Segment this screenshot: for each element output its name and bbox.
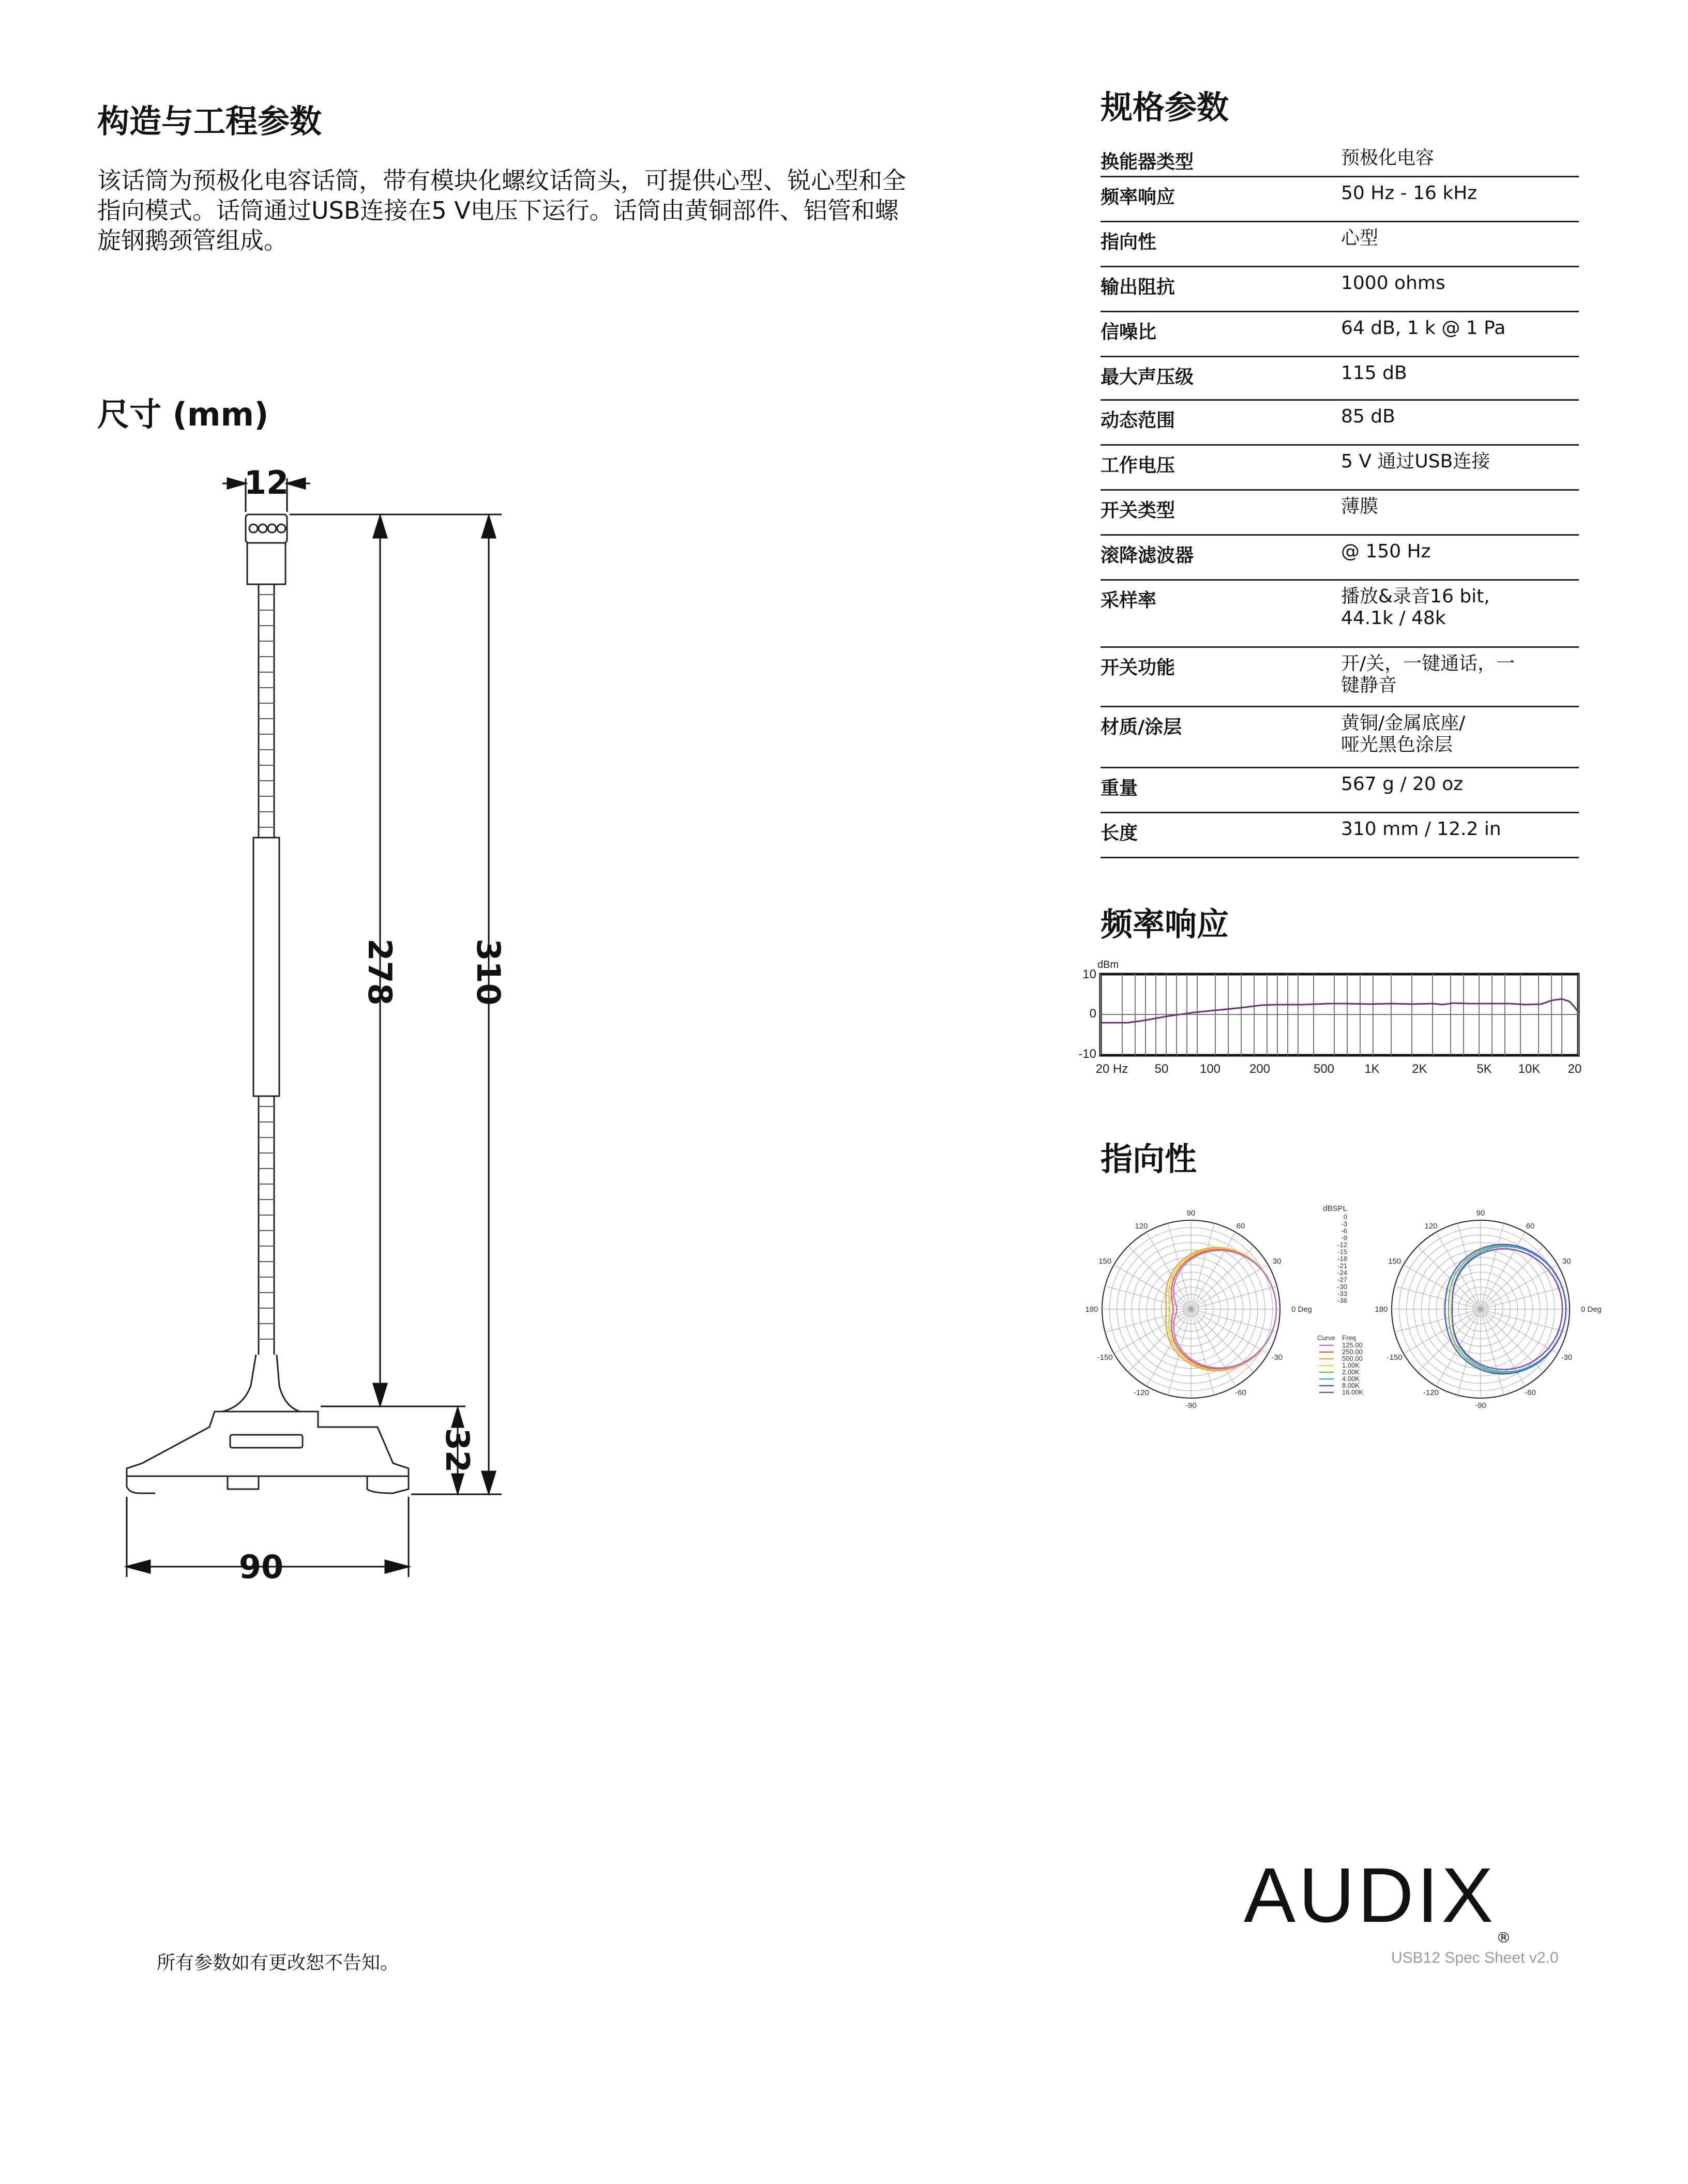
spec-row <box>1101 357 1579 401</box>
polar-angle-label: -150 <box>1386 1353 1403 1362</box>
x-tick-label: 200 <box>1249 1062 1271 1076</box>
polar-scale-value: -15 <box>1337 1248 1347 1256</box>
x-tick-label: 5K <box>1476 1062 1492 1076</box>
polar-scale-value: -21 <box>1337 1262 1347 1270</box>
polar-scale-value: -27 <box>1337 1276 1347 1284</box>
legend-freq: 1.00K <box>1342 1361 1360 1369</box>
spec-label: 开关功能 <box>1101 657 1175 678</box>
legend-freq: 250.00 <box>1342 1348 1363 1356</box>
polar-scale-value: -33 <box>1337 1290 1347 1298</box>
y-tick-label: 0 <box>1089 1007 1096 1021</box>
spec-row <box>1101 648 1579 707</box>
polar-spoke <box>1436 1232 1481 1309</box>
construction-line: 该话筒为预极化电容话筒，带有模块化螺纹话筒头，可提供心型、锐心型和全 <box>97 166 906 194</box>
dim-head-width: 12 <box>244 464 289 502</box>
polar-angle-label: -60 <box>1235 1388 1246 1398</box>
polar-angle-label: -150 <box>1097 1353 1113 1362</box>
spec-label: 采样率 <box>1101 590 1157 611</box>
spec-value: 1000 ohms <box>1341 272 1445 294</box>
spec-label: 输出阻抗 <box>1101 277 1175 298</box>
frequency-response-chart <box>1071 957 1588 1086</box>
polar-scale-value: -9 <box>1341 1234 1347 1242</box>
polar-angle-label: 150 <box>1388 1257 1401 1266</box>
polar-spoke <box>1191 1309 1235 1386</box>
polar-angle-label: 60 <box>1526 1221 1535 1231</box>
polar-spoke <box>1128 1246 1191 1309</box>
spec-row <box>1101 707 1579 768</box>
x-tick-label: 10K <box>1518 1062 1541 1076</box>
legend-freq: 125.00 <box>1342 1341 1363 1349</box>
spec-label: 最大声压级 <box>1101 367 1194 388</box>
spec-value: 50 Hz - 16 kHz <box>1341 183 1478 204</box>
spec-value: 310 mm / 12.2 in <box>1341 818 1501 840</box>
polar-spoke <box>1191 1265 1268 1309</box>
spec-row <box>1101 581 1579 648</box>
construction-title: 构造与工程参数 <box>97 102 322 140</box>
freq-response-title: 频率响应 <box>1101 905 1229 943</box>
y-tick-label: -10 <box>1078 1047 1096 1061</box>
x-tick-label: 2K <box>1412 1062 1427 1076</box>
legend-freq: 500.00 <box>1342 1355 1363 1362</box>
polar-scale-value: -24 <box>1337 1269 1347 1277</box>
polar-angle-label: -60 <box>1525 1388 1536 1398</box>
polar-angle-label: -120 <box>1133 1388 1150 1398</box>
polar-angle-label: 180 <box>1085 1305 1098 1314</box>
polar-angle-label: 180 <box>1375 1305 1388 1314</box>
legend-freq: 4.00K <box>1342 1375 1360 1383</box>
polar-spoke <box>1481 1265 1558 1309</box>
polar-spoke <box>1481 1246 1544 1309</box>
spec-label: 滚降滤波器 <box>1101 545 1194 566</box>
legend-freq: 2.00K <box>1342 1368 1360 1376</box>
x-tick-label: 500 <box>1313 1062 1335 1076</box>
spec-label: 开关类型 <box>1101 500 1175 521</box>
spec-value: 薄膜 <box>1341 496 1379 517</box>
polar-angle-label: -90 <box>1475 1401 1486 1410</box>
spec-row <box>1101 312 1579 357</box>
x-tick-label: 50 <box>1154 1062 1169 1076</box>
spec-table <box>1101 142 1579 858</box>
spec-row <box>1101 446 1579 491</box>
legend-header-curve: Curve <box>1317 1334 1335 1342</box>
spec-value: 开/关，一键通话，一 键静音 <box>1341 653 1515 696</box>
spec-label: 长度 <box>1101 823 1138 844</box>
y-tick-label: 10 <box>1082 967 1096 981</box>
polar-angle-label: -120 <box>1423 1388 1439 1398</box>
construction-line: 旋钢鹅颈管组成。 <box>97 226 288 254</box>
spec-row <box>1101 768 1579 813</box>
polar-angle-label: 90 <box>1476 1209 1485 1218</box>
spec-label: 材质/涂层 <box>1101 717 1182 738</box>
spec-label: 频率响应 <box>1101 187 1175 208</box>
spec-label: 重量 <box>1101 778 1138 799</box>
polar-angle-label: 150 <box>1098 1257 1112 1266</box>
spec-row <box>1101 491 1579 536</box>
dim-base-height: 32 <box>439 1428 476 1473</box>
polar-angle-label: 60 <box>1236 1221 1245 1231</box>
spec-value: @ 150 Hz <box>1341 541 1431 562</box>
spec-value: 64 dB, 1 k @ 1 Pa <box>1341 317 1506 339</box>
brand-logo <box>1244 1851 1511 1946</box>
polar-angle-label: -90 <box>1185 1401 1197 1410</box>
construction-description <box>97 165 976 255</box>
x-tick-label: 20 Hz <box>1095 1062 1128 1076</box>
spec-row <box>1101 267 1579 312</box>
legend-header-freq: Freq <box>1342 1334 1356 1342</box>
dim-total-height: 310 <box>470 938 507 1006</box>
dimensions-title: 尺寸 (mm) <box>97 396 269 433</box>
spec-row <box>1101 142 1579 177</box>
disclaimer-text: 所有参数如有更改恕不告知。 <box>157 1952 399 1974</box>
polar-spoke <box>1481 1309 1544 1372</box>
logo-wordmark: AUDIX <box>1244 1852 1497 1938</box>
spec-row <box>1101 222 1579 267</box>
construction-line: 指向模式。话筒通过USB连接在5 V电压下运行。话筒由黄铜部件、铝管和螺 <box>97 196 899 224</box>
spec-label: 信噪比 <box>1101 322 1157 343</box>
polar-scale-value: -6 <box>1341 1227 1347 1235</box>
specs-title: 规格参数 <box>1101 88 1229 126</box>
polar-spoke <box>1191 1309 1268 1354</box>
polar-scale-value: -36 <box>1337 1297 1347 1305</box>
spec-label: 指向性 <box>1101 232 1157 253</box>
freq-unit-label: dBm <box>1097 959 1119 970</box>
x-tick-label: 100 <box>1199 1062 1221 1076</box>
spec-value: 预极化电容 <box>1341 147 1435 169</box>
x-tick-label: 20 <box>1568 1062 1582 1076</box>
dimension-drawing <box>103 455 569 1608</box>
spec-row <box>1101 536 1579 581</box>
polar-angle-label: 90 <box>1186 1209 1196 1218</box>
spec-row <box>1101 177 1579 222</box>
polar-scale-value: -3 <box>1341 1220 1347 1228</box>
polar-spoke <box>1128 1309 1191 1372</box>
polar-spoke <box>1481 1309 1525 1386</box>
document-id: USB12 Spec Sheet v2.0 <box>1391 1949 1559 1966</box>
spec-value: 黄铜/金属底座/ 哑光黑色涂层 <box>1341 712 1466 755</box>
polar-scale-title: dBSPL <box>1323 1204 1347 1213</box>
polar-angle-label: 0 Deg <box>1580 1305 1602 1314</box>
polar-spoke <box>1481 1309 1558 1354</box>
polar-angle-label: -30 <box>1271 1353 1283 1362</box>
polar-spoke <box>1481 1232 1525 1309</box>
polar-angle-label: 120 <box>1424 1221 1438 1231</box>
polar-angle-label: 120 <box>1135 1221 1148 1231</box>
spec-value: 85 dB <box>1341 406 1395 427</box>
polar-pattern-chart <box>1078 1200 1606 1427</box>
spec-value: 5 V 通过USB连接 <box>1341 451 1490 472</box>
polar-title: 指向性 <box>1101 1140 1197 1178</box>
polar-spoke <box>1436 1309 1481 1386</box>
polar-scale-value: -12 <box>1337 1241 1347 1249</box>
spec-label: 工作电压 <box>1101 455 1175 476</box>
polar-spoke <box>1404 1309 1481 1354</box>
spec-value: 播放&录音16 bit, 44.1k / 48k <box>1341 586 1490 629</box>
spec-row <box>1101 401 1579 446</box>
dim-base-width: 90 <box>238 1548 284 1586</box>
polar-angle-label: -30 <box>1561 1353 1573 1362</box>
legend-freq: 8.00K <box>1342 1382 1360 1389</box>
legend-freq: 16.00K <box>1342 1388 1364 1396</box>
spec-value: 心型 <box>1341 228 1379 249</box>
polar-angle-label: 30 <box>1272 1257 1282 1266</box>
spec-value: 567 g / 20 oz <box>1341 774 1464 795</box>
registered-mark: ® <box>1496 1929 1511 1946</box>
polar-angle-label: 30 <box>1562 1257 1571 1266</box>
x-tick-label: 1K <box>1364 1062 1380 1076</box>
polar-angle-label: 0 Deg <box>1291 1305 1313 1314</box>
polar-scale-value: 0 <box>1343 1213 1347 1221</box>
spec-label: 动态范围 <box>1101 410 1175 431</box>
polar-scale-value: -30 <box>1337 1283 1347 1291</box>
dim-gooseneck-length: 278 <box>361 938 399 1006</box>
spec-value: 115 dB <box>1341 362 1407 384</box>
polar-spoke <box>1404 1265 1481 1309</box>
polar-scale-value: -18 <box>1337 1255 1347 1263</box>
spec-label: 换能器类型 <box>1101 151 1194 173</box>
spec-row <box>1101 813 1579 858</box>
polar-spoke <box>1191 1232 1235 1309</box>
